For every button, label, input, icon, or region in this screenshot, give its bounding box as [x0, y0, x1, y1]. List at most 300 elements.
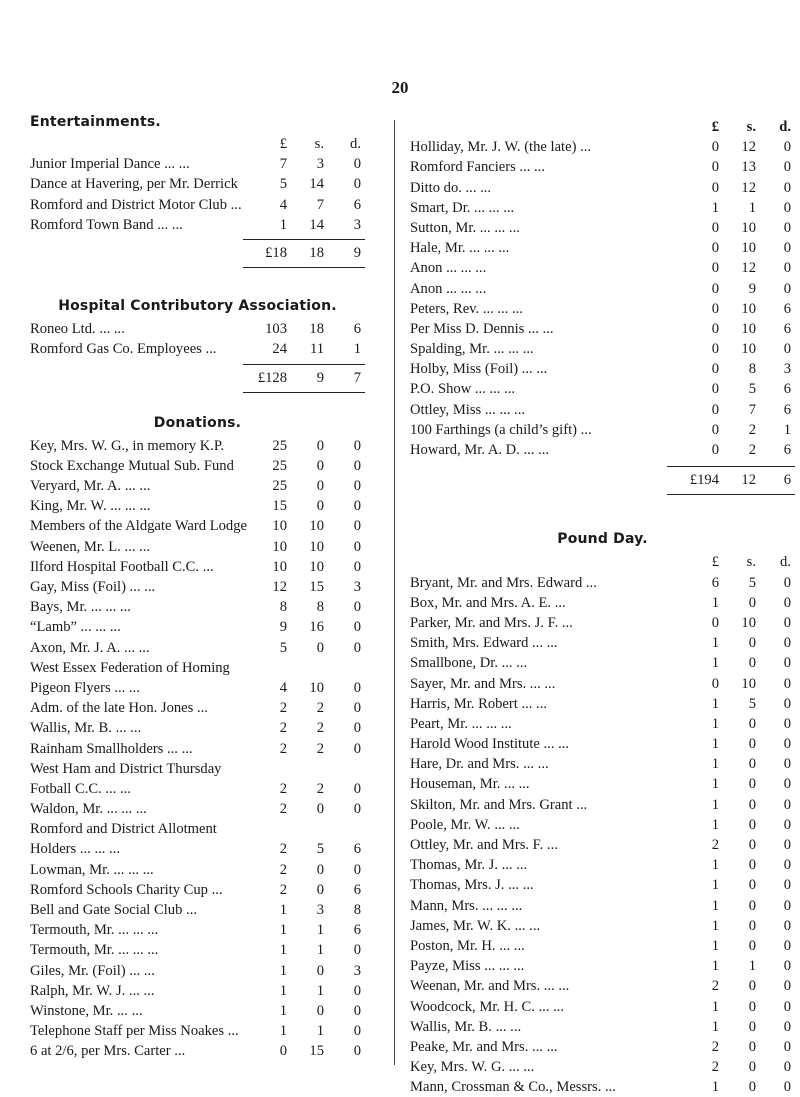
entry-name: Mann, Mrs. ... ... ...	[410, 897, 523, 914]
entry-name: Smart, Dr. ... ... ...	[410, 199, 515, 216]
entry-pence: 0	[783, 877, 791, 894]
entry-shillings: 15	[309, 579, 324, 595]
entry-pounds: 0	[711, 675, 719, 692]
shilling-header: s.	[746, 554, 756, 571]
entry-shillings: 1	[748, 199, 756, 216]
entry-name: Telephone Staff per Miss Noakes ...	[30, 1023, 239, 1040]
donation-entry	[410, 238, 795, 258]
donation-entry	[410, 339, 795, 359]
donation-entry	[30, 658, 365, 678]
entry-pence: 0	[783, 635, 791, 652]
pound-day-entry	[410, 1077, 795, 1097]
hospital-total	[30, 368, 365, 388]
entry-shillings: 0	[748, 756, 756, 773]
entry-shillings: 9	[748, 280, 756, 297]
entry-pounds: 1	[711, 1018, 719, 1035]
entry-name: Waldon, Mr. ... ... ...	[30, 801, 147, 818]
entry-shillings: 10	[741, 614, 756, 631]
entry-name: Romford and District Allotment	[30, 821, 217, 838]
entry-shillings: 5	[316, 841, 324, 858]
entry-pence: 6	[783, 401, 791, 418]
entry-pounds: 1	[279, 942, 287, 959]
entertainment-entry	[30, 215, 365, 235]
donation-entry	[30, 537, 365, 557]
donation-entry	[30, 799, 365, 819]
entry-name: Peart, Mr. ... ... ...	[410, 715, 512, 732]
entry-pounds: 2	[279, 801, 287, 818]
pound-day-entry	[410, 916, 795, 936]
pound-day-entry	[410, 694, 795, 714]
entry-pence: 0	[783, 199, 791, 216]
donation-entry	[30, 617, 365, 637]
entry-shillings: 2	[316, 700, 324, 717]
entry-pence: 0	[353, 498, 361, 515]
entry-pounds: 1	[711, 917, 719, 934]
entry-pounds: 8	[279, 599, 287, 616]
entry-pence: 0	[783, 897, 791, 914]
entry-pounds: 0	[711, 159, 719, 176]
entry-pounds: 1	[711, 715, 719, 732]
entertainments-list	[30, 154, 365, 235]
entry-pounds: 1	[711, 897, 719, 914]
entry-name: Axon, Mr. J. A. ... ...	[30, 639, 150, 656]
entry-shillings: 1	[316, 982, 324, 999]
pound-day-entry	[410, 997, 795, 1017]
entry-shillings: 14	[309, 176, 324, 193]
entry-pence: 0	[783, 917, 791, 934]
donation-entry	[30, 1041, 365, 1061]
donations-total	[410, 470, 795, 490]
donation-entry	[30, 1021, 365, 1041]
entry-pence: 0	[353, 780, 361, 797]
entry-pence: 0	[783, 857, 791, 874]
entry-shillings: 0	[316, 478, 324, 495]
pound-day-col-header	[410, 552, 795, 572]
entry-shillings: 13	[741, 159, 756, 176]
entertainments-total	[30, 243, 365, 263]
entry-name: Rainham Smallholders ... ...	[30, 740, 193, 757]
entry-pence: 0	[783, 736, 791, 753]
donations-list	[30, 436, 365, 1062]
entry-pounds: 2	[279, 700, 287, 717]
entry-shillings: 10	[741, 240, 756, 257]
entry-pence: 0	[353, 679, 361, 696]
entry-pounds: 2	[711, 1059, 719, 1076]
entry-pounds: 1	[711, 877, 719, 894]
entry-name: Romford Fanciers ... ...	[410, 159, 545, 176]
total-rule	[243, 364, 365, 365]
entry-pounds: 7	[279, 156, 287, 173]
entry-pounds: 24	[272, 341, 287, 358]
donation-entry	[30, 961, 365, 981]
entry-shillings: 0	[316, 861, 324, 878]
entry-name: Adm. of the late Hon. Jones ...	[30, 700, 208, 717]
entry-pounds: 1	[279, 982, 287, 999]
entry-shillings: 12	[741, 260, 756, 277]
entry-name: Key, Mrs. W. G., in memory K.P.	[30, 437, 225, 454]
donation-entry	[30, 759, 365, 779]
entry-shillings: 16	[309, 619, 324, 636]
entry-name: Dance at Havering, per Mr. Derrick	[30, 176, 238, 193]
entry-pence: 0	[353, 599, 361, 616]
entry-name: Winstone, Mr. ... ...	[30, 1002, 143, 1019]
entry-name: Harris, Mr. Robert ... ...	[410, 695, 548, 712]
pence-header: d.	[350, 136, 361, 152]
entry-pence: 0	[783, 341, 791, 358]
entry-shillings: 5	[748, 574, 756, 591]
entry-pence: 6	[353, 922, 361, 939]
entry-shillings: 10	[309, 518, 324, 535]
total-underline	[243, 392, 365, 393]
entry-pence: 0	[353, 437, 361, 454]
total-pounds: £128	[257, 369, 287, 386]
entry-name: James, Mr. W. K. ... ...	[410, 917, 541, 934]
entry-pounds: 1	[711, 937, 719, 954]
total-rule	[667, 466, 795, 467]
entry-shillings: 8	[316, 599, 324, 616]
entry-name: Members of the Aldgate Ward Lodge	[30, 518, 247, 535]
pound-day-entry	[410, 815, 795, 835]
entry-pounds: 1	[711, 756, 719, 773]
donation-entry	[410, 157, 795, 177]
entry-shillings: 10	[741, 219, 756, 236]
entry-name: Holliday, Mr. J. W. (the late) ...	[410, 139, 592, 156]
entry-pounds: 1	[279, 1023, 287, 1040]
entry-shillings: 0	[316, 962, 324, 979]
entry-pence: 0	[353, 942, 361, 959]
donations-cont-col-header	[410, 117, 795, 137]
entry-pounds: 1	[279, 922, 287, 939]
entry-pence: 0	[353, 558, 361, 575]
pound-day-entry	[410, 593, 795, 613]
entry-name: 100 Farthings (a child’s gift) ...	[410, 421, 592, 438]
entry-shillings: 0	[748, 796, 756, 813]
entry-pence: 0	[783, 1018, 791, 1035]
entry-pence: 6	[783, 442, 791, 458]
entry-shillings: 14	[309, 216, 324, 233]
entry-name: Ralph, Mr. W. J. ... ...	[30, 982, 155, 999]
entry-shillings: 0	[748, 655, 756, 672]
entry-pounds: 4	[279, 196, 287, 213]
entry-shillings: 0	[748, 917, 756, 934]
entry-pounds: 1	[711, 594, 719, 611]
entry-pence: 0	[353, 538, 361, 555]
entry-pence: 0	[353, 457, 361, 474]
donation-entry	[30, 436, 365, 456]
entry-shillings: 7	[748, 401, 756, 418]
entry-shillings: 10	[741, 320, 756, 337]
entry-shillings: 0	[316, 1002, 324, 1019]
entry-name: Ottley, Mr. and Mrs. F. ...	[410, 837, 558, 853]
entry-name: Weenen, Mr. L. ... ...	[30, 538, 151, 555]
entry-name: Harold Wood Institute ... ...	[410, 736, 570, 753]
hospital-heading: Hospital Contributory Association.	[58, 298, 337, 315]
entry-pence: 0	[783, 280, 791, 297]
entry-shillings: 12	[741, 139, 756, 156]
entry-name: Stock Exchange Mutual Sub. Fund	[30, 457, 234, 474]
donation-entry	[30, 981, 365, 1001]
entry-name: Romford and District Motor Club ...	[30, 196, 242, 213]
column-divider	[394, 120, 395, 1065]
pence-header: d.	[780, 554, 791, 571]
entry-pounds: 0	[711, 442, 719, 458]
entry-shillings: 1	[316, 922, 324, 939]
donation-entry	[410, 299, 795, 319]
entry-shillings: 5	[748, 695, 756, 712]
entry-name: Howard, Mr. A. D. ... ...	[410, 442, 550, 458]
donation-entry	[30, 779, 365, 799]
entry-shillings: 2	[316, 740, 324, 757]
donation-entry	[30, 516, 365, 536]
entry-pounds: 1	[711, 776, 719, 793]
entry-shillings: 12	[741, 179, 756, 196]
entry-pence: 0	[783, 1038, 791, 1055]
entry-shillings: 7	[316, 196, 324, 213]
pound-header: £	[279, 136, 287, 152]
entry-name: Veryard, Mr. A. ... ...	[30, 478, 151, 495]
entry-pounds: 0	[711, 139, 719, 156]
entry-shillings: 0	[748, 937, 756, 954]
pound-day-entry	[410, 613, 795, 633]
entry-shillings: 0	[316, 881, 324, 898]
entry-pence: 0	[353, 1043, 361, 1060]
entry-pence: 0	[783, 219, 791, 236]
shilling-header: s.	[746, 119, 756, 135]
entry-shillings: 1	[316, 1023, 324, 1040]
entry-name: Wallis, Mr. B. ... ...	[30, 720, 142, 737]
entry-pence: 0	[783, 240, 791, 257]
entry-pounds: 1	[711, 695, 719, 712]
entry-name: Bell and Gate Social Club ...	[30, 902, 197, 918]
entry-name: Holders ... ... ...	[30, 841, 120, 858]
entry-shillings: 0	[748, 857, 756, 874]
entry-pence: 1	[353, 341, 361, 358]
entry-shillings: 10	[309, 679, 324, 696]
entry-pounds: 10	[272, 518, 287, 535]
entry-name: Holby, Miss (Foil) ... ...	[410, 361, 548, 378]
entry-name: Mann, Crossman & Co., Messrs. ...	[410, 1079, 616, 1096]
donation-entry	[30, 698, 365, 718]
entry-shillings: 0	[748, 594, 756, 611]
donation-entry	[30, 496, 365, 516]
entry-pence: 0	[783, 574, 791, 591]
donation-entry	[30, 577, 365, 597]
pound-day-entry	[410, 754, 795, 774]
donation-entry	[30, 718, 365, 738]
donation-entry	[30, 739, 365, 759]
total-shillings: 9	[316, 369, 324, 386]
entry-name: Romford Schools Charity Cup ...	[30, 881, 223, 898]
entry-pounds: 6	[711, 574, 719, 591]
entry-name: Weenan, Mr. and Mrs. ... ...	[410, 978, 570, 995]
entry-pence: 0	[783, 816, 791, 833]
entry-shillings: 0	[316, 639, 324, 656]
hospital-list	[30, 319, 365, 359]
pound-day-entry	[410, 855, 795, 875]
pound-day-entry	[410, 714, 795, 734]
entry-name: Peters, Rev. ... ... ...	[410, 300, 523, 317]
page-number: 20	[391, 78, 409, 97]
entry-pence: 6	[783, 320, 791, 337]
entry-name: Sutton, Mr. ... ... ...	[410, 219, 520, 236]
left-column	[30, 112, 365, 1062]
entry-pounds: 1	[279, 216, 287, 233]
entry-name: Houseman, Mr. ... ...	[410, 776, 530, 793]
entry-pounds: 103	[265, 321, 287, 338]
donation-entry	[410, 359, 795, 379]
donation-entry	[30, 880, 365, 900]
donations-cont-list	[410, 137, 795, 460]
entry-pence: 0	[353, 801, 361, 818]
donation-entry	[410, 279, 795, 299]
entry-name: Smith, Mrs. Edward ... ...	[410, 635, 558, 652]
donation-entry	[30, 860, 365, 880]
entry-pence: 6	[783, 381, 791, 398]
donation-entry	[30, 1001, 365, 1021]
entry-pounds: 5	[279, 176, 287, 193]
entry-name: Bryant, Mr. and Mrs. Edward ...	[410, 574, 597, 591]
entry-pence: 0	[353, 700, 361, 717]
donation-entry	[30, 638, 365, 658]
entry-name: Thomas, Mr. J. ... ...	[410, 857, 528, 874]
pound-day-entry	[410, 774, 795, 794]
entry-pence: 0	[783, 655, 791, 672]
entry-pence: 0	[353, 720, 361, 737]
entry-pounds: 2	[279, 841, 287, 858]
entry-pence: 0	[783, 937, 791, 954]
entry-pounds: 5	[279, 639, 287, 656]
entry-pounds: 2	[279, 720, 287, 737]
entry-pounds: 1	[279, 962, 287, 979]
entry-pence: 0	[353, 156, 361, 173]
donation-entry	[30, 597, 365, 617]
entry-pounds: 0	[711, 280, 719, 297]
entry-shillings: 11	[309, 341, 324, 358]
entry-pounds: 1	[711, 1079, 719, 1096]
donation-entry	[30, 557, 365, 577]
donation-entry	[410, 319, 795, 339]
entry-pounds: 15	[272, 498, 287, 515]
entry-pence: 0	[353, 639, 361, 656]
donation-entry	[30, 678, 365, 698]
entry-shillings: 0	[316, 801, 324, 818]
entry-pounds: 0	[279, 1043, 287, 1060]
entry-pence: 6	[783, 300, 791, 317]
entry-name: Peake, Mr. and Mrs. ... ...	[410, 1038, 558, 1055]
entry-pence: 0	[353, 518, 361, 535]
entry-name: Poole, Mr. W. ... ...	[410, 816, 520, 833]
entry-name: Payze, Miss ... ... ...	[410, 958, 525, 975]
entry-pence: 0	[783, 179, 791, 196]
total-underline	[667, 494, 795, 495]
pound-day-entry	[410, 1057, 795, 1077]
entry-name: West Essex Federation of Homing	[30, 659, 230, 676]
pound-day-entry	[410, 896, 795, 916]
entry-shillings: 0	[748, 1018, 756, 1035]
entry-pence: 0	[783, 594, 791, 611]
entry-pounds: 0	[711, 421, 719, 438]
entry-shillings: 0	[748, 715, 756, 732]
entry-name: Sayer, Mr. and Mrs. ... ...	[410, 675, 556, 692]
entry-pounds: 2	[279, 780, 287, 797]
entry-pounds: 25	[272, 457, 287, 474]
entry-pounds: 25	[272, 478, 287, 495]
entry-name: P.O. Show ... ... ...	[410, 381, 516, 398]
entry-shillings: 0	[316, 498, 324, 515]
total-pence: 9	[353, 244, 361, 261]
entry-name: Key, Mrs. W. G. ... ...	[410, 1059, 535, 1076]
total-underline	[243, 267, 365, 268]
pound-day-entry	[410, 795, 795, 815]
entry-shillings: 2	[316, 780, 324, 797]
donation-entry	[30, 940, 365, 960]
pound-day-entry	[410, 835, 795, 855]
donation-entry	[30, 456, 365, 476]
total-pence: 7	[353, 369, 361, 386]
pound-day-entry	[410, 734, 795, 754]
entry-shillings: 0	[748, 1038, 756, 1055]
entry-pence: 0	[353, 1002, 361, 1019]
total-pounds: £18	[265, 244, 287, 261]
entry-name: Per Miss D. Dennis ... ...	[410, 320, 554, 337]
entry-name: Romford Town Band ... ...	[30, 216, 183, 233]
entry-pence: 3	[353, 962, 361, 979]
donation-entry	[410, 258, 795, 278]
entry-pounds: 0	[711, 300, 719, 317]
total-pence: 6	[783, 472, 791, 489]
entry-name: King, Mr. W. ... ... ...	[30, 498, 151, 515]
entry-pounds: 2	[711, 1038, 719, 1055]
entry-pence: 8	[353, 902, 361, 918]
entry-pence: 0	[353, 478, 361, 495]
entry-pounds: 1	[711, 199, 719, 216]
entry-pounds: 1	[711, 816, 719, 833]
entry-shillings: 0	[748, 776, 756, 793]
pound-day-entry	[410, 936, 795, 956]
entry-name: Termouth, Mr. ... ... ...	[30, 922, 159, 939]
entry-pounds: 25	[272, 437, 287, 454]
pound-header: £	[711, 119, 719, 135]
pound-day-entry	[410, 633, 795, 653]
entry-pounds: 2	[711, 978, 719, 995]
entry-shillings: 10	[309, 558, 324, 575]
entry-shillings: 10	[741, 300, 756, 317]
entry-name: “Lamb” ... ... ...	[30, 619, 121, 636]
pound-day-entry	[410, 1037, 795, 1057]
total-shillings: 12	[741, 472, 756, 489]
entry-pounds: 1	[279, 902, 287, 918]
entry-name: Box, Mr. and Mrs. A. E. ...	[410, 594, 566, 611]
donation-entry	[410, 440, 795, 460]
entry-name: Skilton, Mr. and Mrs. Grant ...	[410, 796, 588, 813]
entry-name: Bays, Mr. ... ... ...	[30, 599, 131, 616]
entry-pounds: 0	[711, 260, 719, 277]
entry-pence: 0	[783, 695, 791, 712]
entry-shillings: 18	[309, 321, 324, 338]
entry-name: Gay, Miss (Foil) ... ...	[30, 579, 156, 595]
donation-entry	[410, 137, 795, 157]
entry-pence: 3	[783, 361, 791, 378]
entry-shillings: 0	[748, 877, 756, 894]
entry-name: Spalding, Mr. ... ... ...	[410, 341, 534, 358]
entry-pence: 0	[783, 675, 791, 692]
pence-header: d.	[779, 119, 791, 135]
entry-name: West Ham and District Thursday	[30, 760, 222, 777]
donation-entry	[30, 819, 365, 839]
pound-day-entry	[410, 653, 795, 673]
entry-shillings: 10	[741, 341, 756, 358]
entry-pence: 0	[783, 998, 791, 1015]
